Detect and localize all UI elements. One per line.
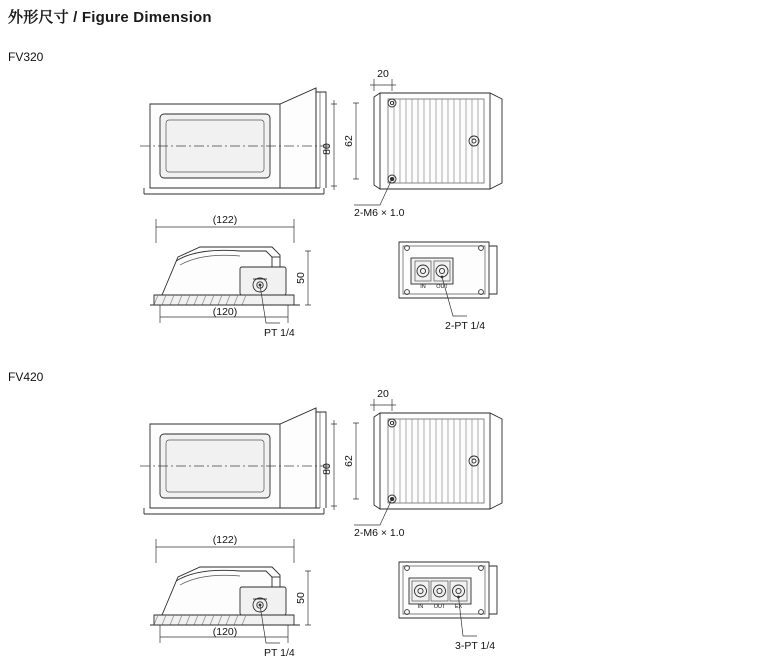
page-title: 外形尺寸 / Figure Dimension xyxy=(8,9,212,26)
fv420-note-3pt: 3-PT 1/4 xyxy=(455,640,496,652)
fv420-port-label-in: IN xyxy=(417,604,424,610)
fv320-top-view xyxy=(340,55,540,220)
fv420-dim-122: (122) xyxy=(212,534,238,546)
fv420-dim-62: 62 xyxy=(343,455,355,467)
fv320-side-view xyxy=(130,70,340,200)
fv420-side-view xyxy=(130,390,340,520)
fv320-note-m6: 2-M6 × 1.0 xyxy=(354,207,405,219)
fv420-note-pt: PT 1/4 xyxy=(264,647,295,659)
fv420-port-label-out: OUT xyxy=(433,604,446,610)
fv420-dim-50: 50 xyxy=(295,592,307,604)
fv320-dim-122: (122) xyxy=(212,214,238,226)
fv420-port-label-ex: EX xyxy=(454,604,463,610)
fv420-dim-80: 80 xyxy=(321,463,333,475)
fv320-rear-view xyxy=(385,230,555,340)
model-label-fv320: FV320 xyxy=(8,50,44,64)
fv420-note-m6: 2-M6 × 1.0 xyxy=(354,527,405,539)
fv320-note-2pt: 2-PT 1/4 xyxy=(445,320,486,332)
fv320-dim-62: 62 xyxy=(343,135,355,147)
fv320-port-label-out: OUT xyxy=(436,284,448,290)
fv320-dim-120: (120) xyxy=(212,306,238,318)
fv420-top-view xyxy=(340,375,540,540)
fv320-note-pt: PT 1/4 xyxy=(264,327,295,339)
fv420-front-view xyxy=(130,525,340,660)
fv320-front-view xyxy=(130,205,340,340)
fv320-dim-50: 50 xyxy=(295,272,307,284)
fv420-rear-view xyxy=(385,550,555,660)
fv420-dim-20: 20 xyxy=(377,388,389,400)
fv420-dim-120: (120) xyxy=(212,626,238,638)
fv320-port-label-in: IN xyxy=(420,284,426,290)
model-label-fv420: FV420 xyxy=(8,370,44,384)
fv320-dim-80: 80 xyxy=(321,143,333,155)
fv320-dim-20: 20 xyxy=(377,68,389,80)
